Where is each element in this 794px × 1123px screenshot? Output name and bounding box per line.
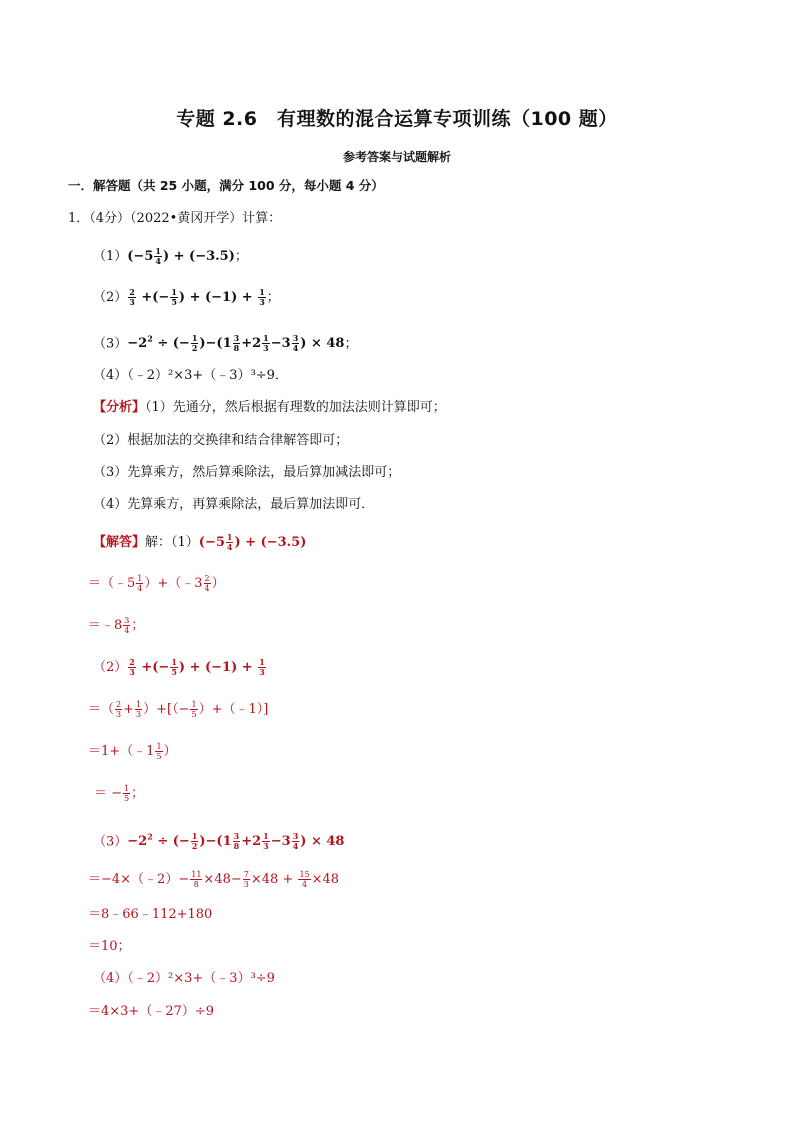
step-text: ＝1+（﹣1	[88, 744, 155, 759]
analysis-line-3: （3）先算乘方，然后算乘除法，最后算加减法即可；	[93, 465, 401, 480]
solution-line-1: 【解答】解：（1）(−5 $\frac{1}{4}$ ) + (−3.5)	[93, 532, 307, 552]
part-label: （3）	[93, 336, 128, 352]
solution-tag: 【解答】	[93, 535, 146, 550]
solution-step: ＝（﹣5 $\frac{1}{4}$ ）+（﹣3 $\frac{2}{4}$ ）	[88, 574, 225, 593]
part-label: （1）	[93, 249, 128, 264]
page-title: 专题 2.6 有理数的混合运算专项训练（100 题）	[176, 108, 618, 130]
step-text: （2）	[93, 660, 128, 675]
solution-step: ＝8﹣66﹣112+180	[88, 907, 213, 922]
step-text: ＝﹣8	[88, 618, 123, 633]
solution-step: $(3)-2^2$ ÷ (− $\frac{1}{2}$ )−(1 $\frac{3}{8}$ +2 $\frac{1}{3}$ −3 $\frac{3}{4}$ ) × 48	[93, 831, 345, 852]
question-part-3: $(3)-2^2$ ÷ (− $\frac{1}{2}$ )−(1 $\frac{3}{8}$ +2 $\frac{1}{3}$ −3 $\frac{3}{4}$ ) × 48；	[93, 333, 358, 354]
analysis-tag: 【分析】	[93, 400, 146, 415]
solution-step: ＝（ $\frac{2}{3}$ + $\frac{1}{3}$ ）+[（− $\frac{1}{5}$ ）+（﹣1）]	[88, 700, 269, 719]
part-label: （2）	[93, 290, 128, 305]
question-part-1: （1）(−5 $\frac{1}{4}$ ) + (−3.5)；	[93, 246, 248, 266]
analysis-line-2: （2）根据加法的交换律和结合律解答即可；	[93, 433, 349, 448]
solution-step: ＝4×3+（﹣27）÷9	[88, 1004, 215, 1019]
question-part-2: （2） $\frac{2}{3}$ +(− $\frac{1}{5}$ ) + (−1) + $\frac{1}{3}$ ；	[93, 287, 280, 307]
solution-step: ＝﹣8 $\frac{3}{4}$ ；	[88, 616, 145, 635]
analysis-text: （1）先通分，然后根据有理数的加法法则计算即可；	[145, 400, 446, 415]
question-part-4: （4）（﹣2）²×3+（﹣3）³÷9．	[93, 368, 288, 383]
question-stem: 1．（4分）（2022•黄冈开学）计算：	[68, 211, 282, 226]
solution-step: ＝10；	[88, 939, 131, 954]
solution-intro: 解：（1）	[145, 535, 199, 550]
page-subtitle: 参考答案与试题解析	[342, 150, 451, 164]
solution-step: ＝ − $\frac{1}{5}$ ；	[94, 784, 145, 803]
step-text: ＝（﹣5	[88, 576, 136, 591]
section-heading: 一．解答题（共 25 小题，满分 100 分，每小题 4 分）	[68, 178, 384, 193]
solution-step: （4）（﹣2）²×3+（﹣3）³÷9	[93, 971, 275, 986]
analysis-line-1	[93, 399, 446, 417]
solution-step: （2） $\frac{2}{3}$ +(− $\frac{1}{5}$ ) + (−1) + $\frac{1}{3}$	[93, 657, 265, 677]
solution-step: ＝1+（﹣1 $\frac{1}{5}$ ）	[88, 742, 177, 761]
solution-step: ＝−4×（﹣2）− $\frac{11}{8}$ ×48− $\frac{7}{3}$ ×48 + $\frac{15}{4}$ ×48	[88, 870, 340, 889]
step-text: （3）	[93, 834, 128, 850]
analysis-line-4: （4）先算乘方，再算乘除法，最后算加法即可．	[93, 497, 375, 512]
